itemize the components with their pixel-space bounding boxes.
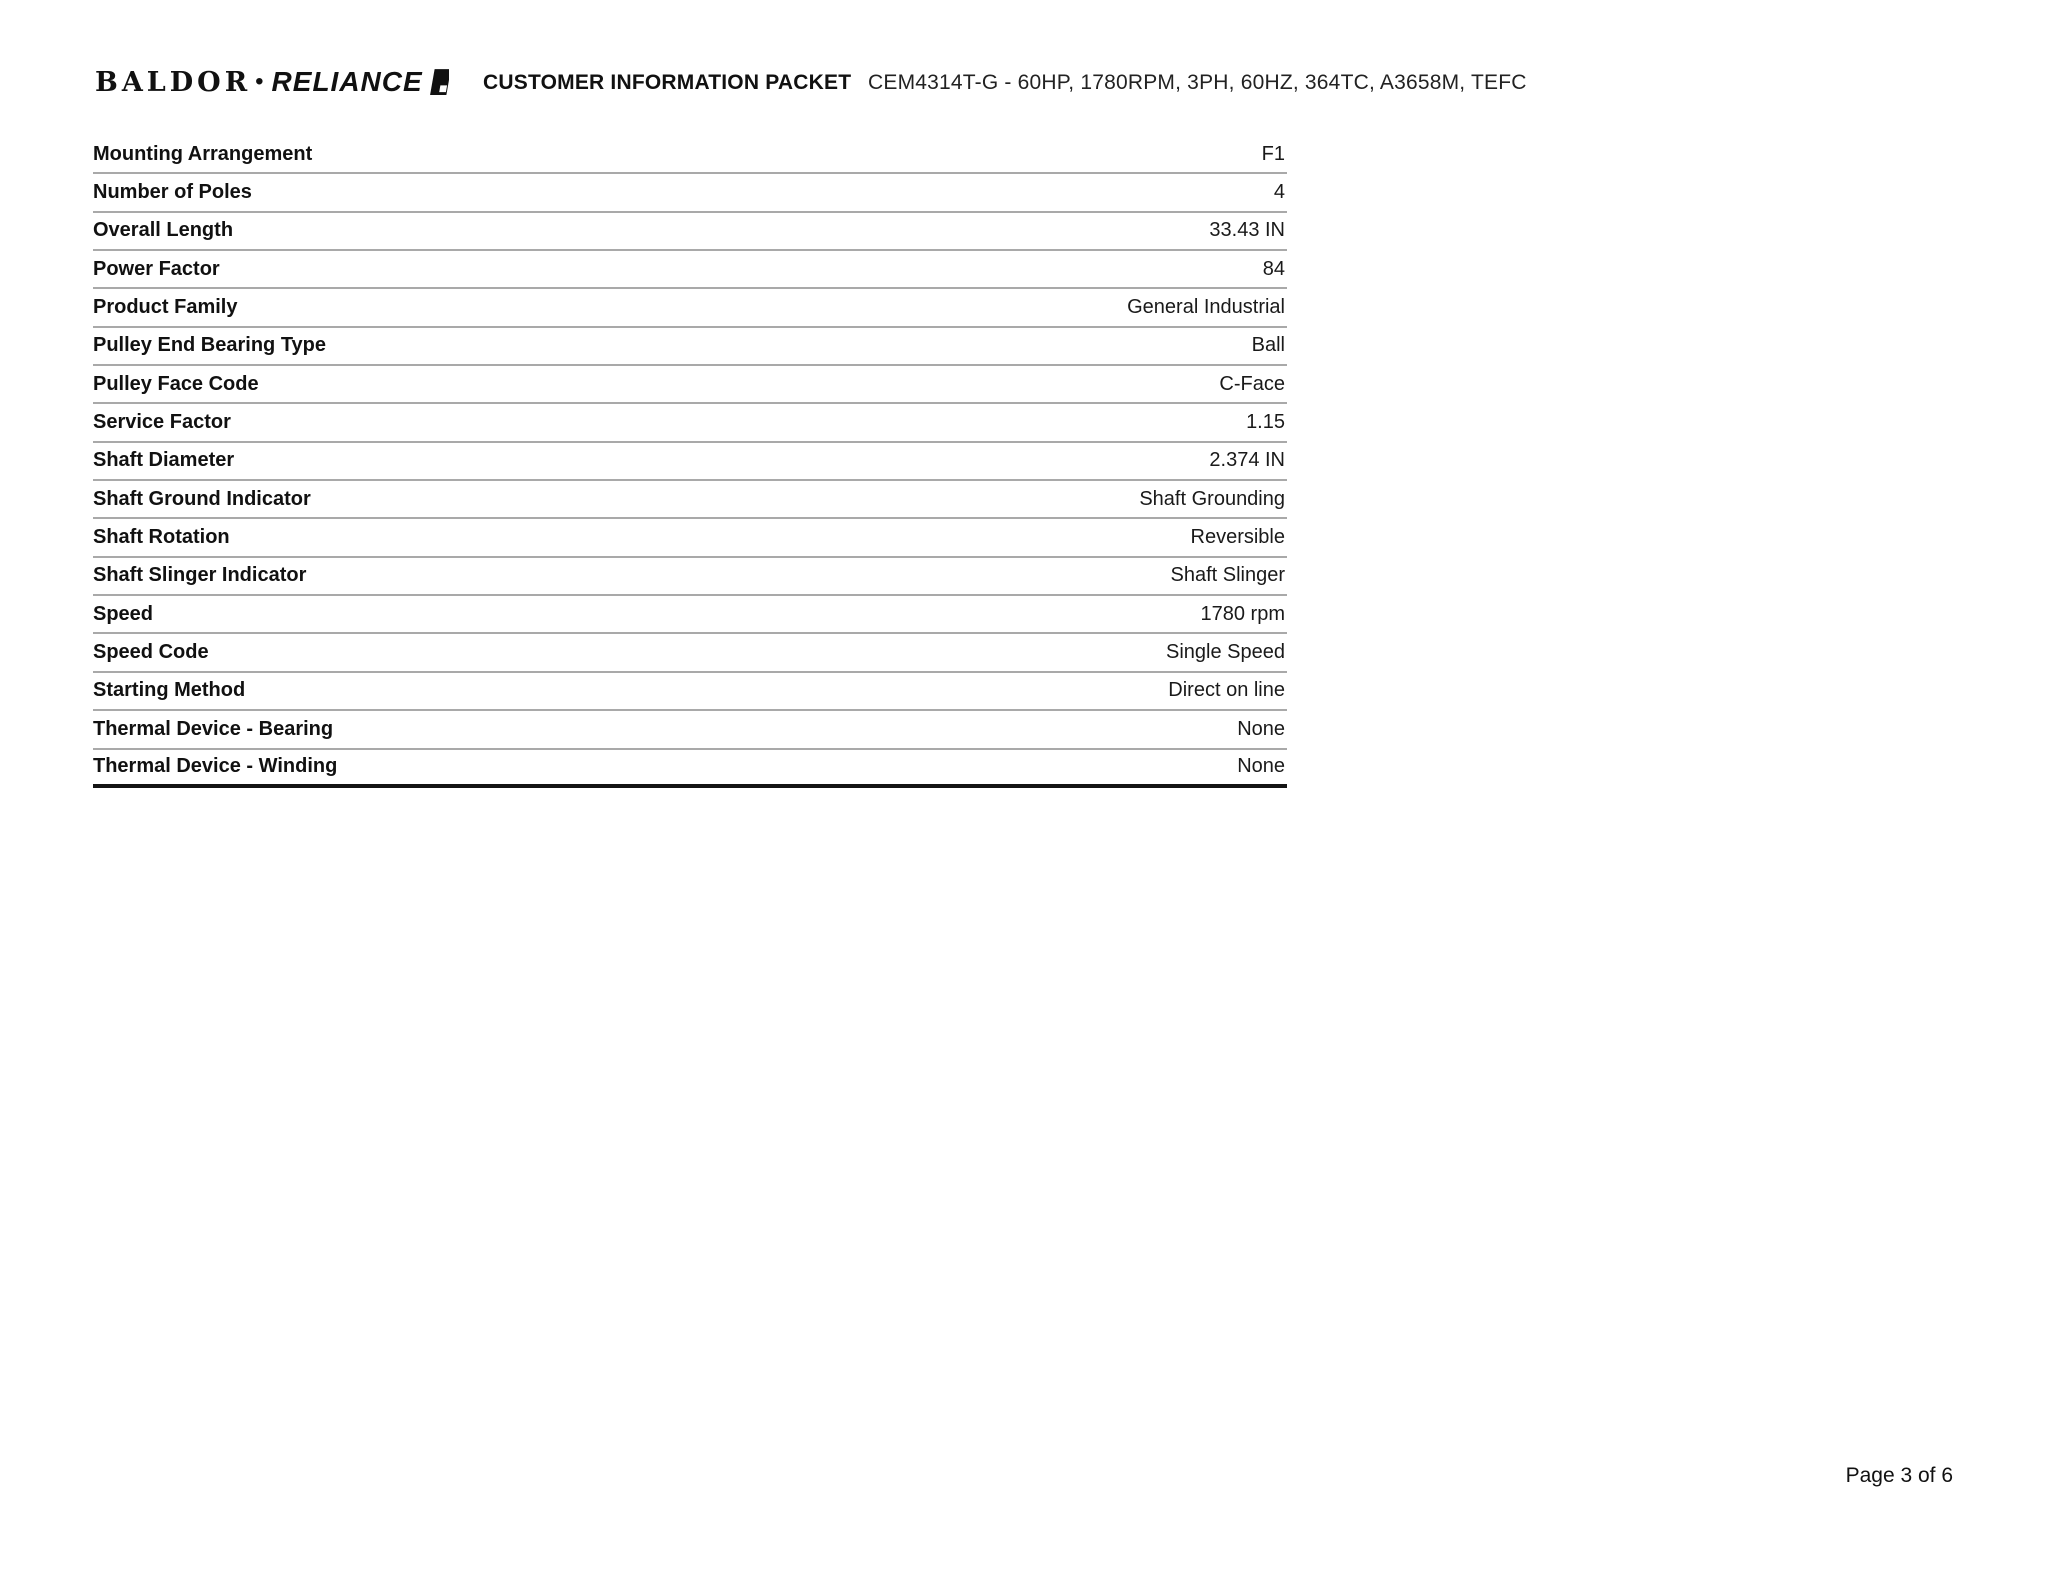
spec-row <box>93 404 1287 442</box>
spec-label: Speed Code <box>93 641 209 664</box>
page-header <box>0 0 2048 110</box>
spec-label: Number of Poles <box>93 181 252 204</box>
spec-label: Thermal Device - Winding <box>93 755 338 778</box>
spec-label: Thermal Device - Bearing <box>93 717 334 740</box>
product-descriptor: CEM4314T-G - 60HP, 1780RPM, 3PH, 60HZ, 364TC, A3658M, TEFC <box>868 71 1527 94</box>
spec-value: F1 <box>1261 142 1285 165</box>
spec-row <box>93 328 1287 366</box>
page-number: Page 3 of 6 <box>1845 1464 1953 1487</box>
spec-row <box>93 750 1287 788</box>
spec-value: 4 <box>1273 181 1285 204</box>
spec-label: Shaft Slinger Indicator <box>93 564 307 587</box>
spec-row <box>93 136 1287 174</box>
spec-value: Shaft Slinger <box>1170 564 1285 587</box>
spec-value: Shaft Grounding <box>1139 487 1285 510</box>
reliance-flag-icon <box>426 69 449 96</box>
spec-row <box>93 289 1287 327</box>
spec-label: Overall Length <box>93 219 234 242</box>
logo-bullet-separator: • <box>255 68 264 95</box>
spec-value: 1780 rpm <box>1200 602 1285 625</box>
spec-label: Shaft Rotation <box>93 526 230 549</box>
logo-baldor-text: BALDOR <box>95 66 252 98</box>
spec-value: Reversible <box>1190 526 1285 549</box>
spec-row <box>93 711 1287 749</box>
spec-label: Power Factor <box>93 257 220 280</box>
document-title: CUSTOMER INFORMATION PACKET <box>483 71 852 94</box>
spec-label: Shaft Ground Indicator <box>93 487 311 510</box>
spec-label: Speed <box>93 602 154 625</box>
spec-value: Single Speed <box>1166 641 1285 664</box>
spec-row <box>93 519 1287 557</box>
spec-row <box>93 174 1287 212</box>
spec-row <box>93 634 1287 672</box>
spec-value: General Industrial <box>1127 296 1285 319</box>
spec-label: Service Factor <box>93 411 231 434</box>
spec-row <box>93 596 1287 634</box>
baldor-reliance-logo <box>95 66 449 98</box>
spec-row <box>93 673 1287 711</box>
spec-row <box>93 213 1287 251</box>
spec-row <box>93 366 1287 404</box>
spec-label: Product Family <box>93 296 238 319</box>
spec-row <box>93 251 1287 289</box>
spec-label: Shaft Diameter <box>93 449 235 472</box>
spec-value: 1.15 <box>1246 411 1285 434</box>
spec-value: 33.43 IN <box>1209 219 1285 242</box>
spec-table <box>93 136 1287 788</box>
spec-value: 2.374 IN <box>1209 449 1285 472</box>
spec-row <box>93 481 1287 519</box>
spec-value: None <box>1237 717 1285 740</box>
spec-row <box>93 443 1287 481</box>
spec-value: Ball <box>1251 334 1285 357</box>
spec-value: C-Face <box>1219 372 1285 395</box>
spec-row <box>93 558 1287 596</box>
spec-label: Mounting Arrangement <box>93 142 313 165</box>
spec-value: None <box>1237 755 1285 778</box>
spec-value: Direct on line <box>1168 679 1285 702</box>
spec-label: Starting Method <box>93 679 246 702</box>
logo-reliance-text: RELIANCE <box>271 66 423 97</box>
spec-value: 84 <box>1262 257 1285 280</box>
spec-label: Pulley Face Code <box>93 372 259 395</box>
spec-label: Pulley End Bearing Type <box>93 334 327 357</box>
